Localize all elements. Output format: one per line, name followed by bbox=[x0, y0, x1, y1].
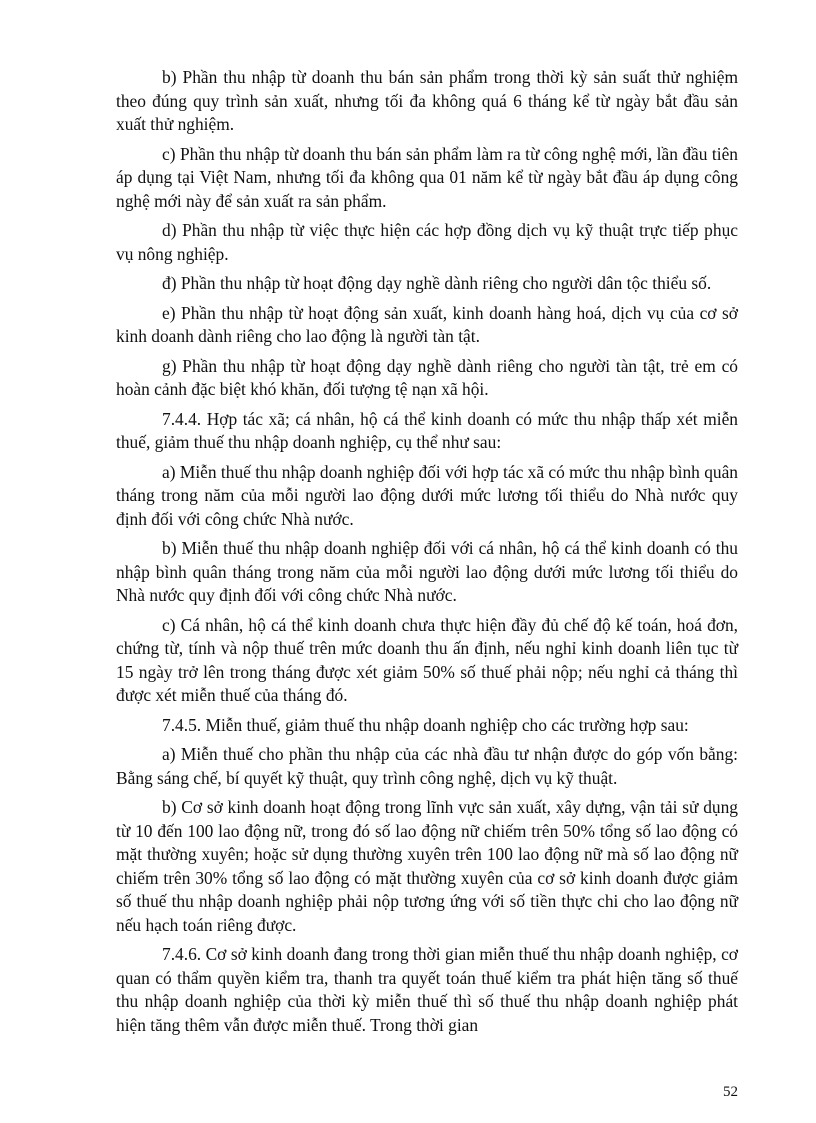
paragraph: c) Cá nhân, hộ cá thể kinh doanh chưa thực hiện đầy đủ chế độ kế toán, hoá đơn, chứng từ, tính và nộp thuế trên mức doanh thu ấn định, nếu nghỉ kinh doanh liên tục từ 15 ngày trở lên trong tháng được xét giảm 50% số thuế phải nộp; nếu nghỉ cả tháng thì được xét miễn thuế của tháng đó. bbox=[116, 614, 738, 705]
section-heading-paragraph: 7.4.6. Cơ sở kinh doanh đang trong thời gian miễn thuế thu nhập doanh nghiệp, cơ quan có thẩm quyền kiểm tra, thanh tra quyết toán thuế kiểm tra phát hiện tăng số thuế thu nhập doanh nghiệp của thời kỳ miễn thuế thì số thuế thu nhập doanh nghiệp phát hiện tăng thêm vẫn được miễn thuế. Trong thời gian bbox=[116, 944, 738, 1035]
section-heading-paragraph: 7.4.4. Hợp tác xã; cá nhân, hộ cá thể kinh doanh có mức thu nhập thấp xét miễn thuế, giảm thuế thu nhập doanh nghiệp, cụ thể như sau: bbox=[116, 408, 738, 452]
page-number: 52 bbox=[723, 1084, 738, 1100]
paragraph: b) Miễn thuế thu nhập doanh nghiệp đối với cá nhân, hộ cá thể kinh doanh có thu nhập bình quân tháng trong năm của mỗi người lao động dưới mức lương tối thiểu do Nhà nước quy định đối với công chức Nhà nước. bbox=[116, 538, 738, 605]
section-heading-paragraph: 7.4.5. Miễn thuế, giảm thuế thu nhập doanh nghiệp cho các trường hợp sau: bbox=[162, 714, 689, 735]
paragraph: e) Phần thu nhập từ hoạt động sản xuất, kinh doanh hàng hoá, dịch vụ của cơ sở kinh doanh dành riêng cho lao động là người tàn tật. bbox=[116, 302, 738, 346]
paragraph: b) Cơ sở kinh doanh hoạt động trong lĩnh vực sản xuất, xây dựng, vận tải sử dụng từ 10 đến 100 lao động nữ, trong đó số lao động nữ chiếm trên 50% tổng số lao động có mặt thường xuyên; hoặc sử dụng thường xuyên trên 100 lao động nữ mà số lao động nữ chiếm trên 30% tổng số lao động có mặt thường xuyên của cơ sở kinh doanh được giảm số thuế thu nhập doanh nghiệp phải nộp tương ứng với số tiền thực chi cho lao động nữ nếu hạch toán riêng được. bbox=[116, 797, 738, 935]
paragraph: đ) Phần thu nhập từ hoạt động dạy nghề dành riêng cho người dân tộc thiểu số. bbox=[162, 273, 712, 293]
paragraph: c) Phần thu nhập từ doanh thu bán sản phẩm làm ra từ công nghệ mới, lần đầu tiên áp dụng tại Việt Nam, nhưng tối đa không qua 01 năm kể từ ngày bắt đầu áp dụng công nghệ mới này để sản xuất ra sản phẩm. bbox=[116, 143, 738, 211]
paragraph: g) Phần thu nhập từ hoạt động dạy nghề dành riêng cho người tàn tật, trẻ em có hoàn cảnh đặc biệt khó khăn, đối tượng tệ nạn xã hội. bbox=[116, 355, 738, 399]
paragraph: d) Phần thu nhập từ việc thực hiện các hợp đồng dịch vụ kỹ thuật trực tiếp phục vụ nông nghiệp. bbox=[116, 220, 738, 264]
paragraph: a) Miễn thuế cho phần thu nhập của các nhà đầu tư nhận được do góp vốn bằng: Bằng sáng chế, bí quyết kỹ thuật, quy trình công nghệ, dịch vụ kỹ thuật. bbox=[116, 744, 738, 788]
paragraph: a) Miễn thuế thu nhập doanh nghiệp đối với hợp tác xã có mức thu nhập bình quân tháng trong năm của mỗi người lao động dưới mức lương tối thiểu do Nhà nước quy định đối với công chức Nhà nước. bbox=[116, 461, 738, 529]
paragraph: b) Phần thu nhập từ doanh thu bán sản phẩm trong thời kỳ sản suất thử nghiệm theo đúng quy trình sản xuất, nhưng tối đa không quá 6 tháng kể từ ngày bắt đầu sản xuất thử nghiệm. bbox=[116, 67, 738, 134]
document-body bbox=[116, 66, 738, 1043]
